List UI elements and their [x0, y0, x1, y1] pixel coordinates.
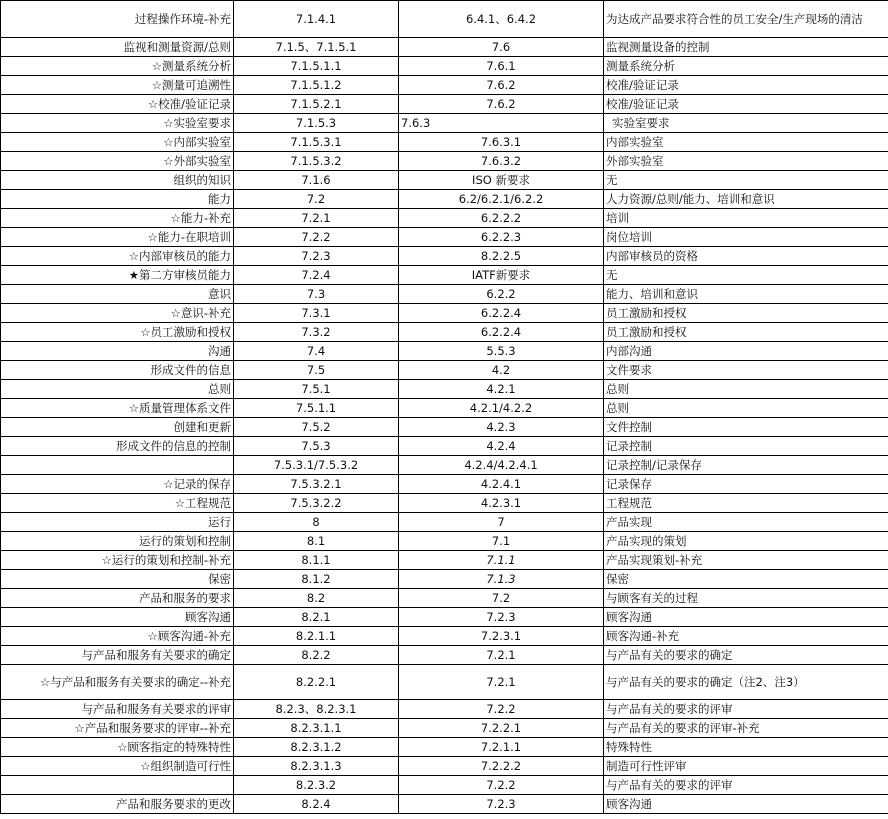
ts-clause-number: 8.2.2.5 [399, 247, 604, 266]
ts-clause-number: 6.2/6.2.1/6.2.2 [399, 190, 604, 209]
table-row [1, 551, 888, 570]
ts-clause-number: 7.2.3 [399, 608, 604, 627]
iatf-clause-name: 组织的知识 [1, 171, 234, 190]
ts-clause-number: 5.5.3 [399, 342, 604, 361]
ts-clause-name: 无 [604, 266, 888, 285]
iatf-clause-number: 8.1.1 [234, 551, 399, 570]
table-row [1, 513, 888, 532]
ts-clause-name: 工程规范 [604, 494, 888, 513]
table-row [1, 323, 888, 342]
iatf-clause-name: ☆运行的策划和控制-补充 [1, 551, 234, 570]
ts-clause-number: 4.2.4 [399, 437, 604, 456]
iatf-clause-number: 8.2.4 [234, 795, 399, 814]
iatf-clause-name: 总则 [1, 380, 234, 399]
ts-clause-number: 7.1.3 [399, 570, 604, 589]
ts-clause-name: 能力、培训和意识 [604, 285, 888, 304]
table-row [1, 399, 888, 418]
ts-clause-name: 与产品有关的要求的确定（注2、注3） [604, 665, 888, 700]
ts-clause-number: 7.6.2 [399, 95, 604, 114]
ts-clause-name: 与顾客有关的过程 [604, 589, 888, 608]
iatf-clause-name: 保密 [1, 570, 234, 589]
iatf-clause-number: 7.3.2 [234, 323, 399, 342]
table-row [1, 152, 888, 171]
ts-clause-name: 内部实验室 [604, 133, 888, 152]
iatf-clause-number: 8.2.3、8.2.3.1 [234, 700, 399, 719]
iatf-clause-number: 7.1.5.1.2 [234, 76, 399, 95]
ts-clause-number: 7 [399, 513, 604, 532]
iatf-clause-name: 顾客沟通 [1, 608, 234, 627]
table-row [1, 700, 888, 719]
ts-clause-number: 7.2.3 [399, 795, 604, 814]
ts-clause-name: 无 [604, 171, 888, 190]
iatf-clause-name: ☆校准/验证记录 [1, 95, 234, 114]
iatf-clause-name: ☆外部实验室 [1, 152, 234, 171]
iatf-clause-name [1, 776, 234, 795]
ts-clause-number: 6.2.2.4 [399, 304, 604, 323]
table-row [1, 494, 888, 513]
iatf-clause-name: ☆与产品和服务有关要求的确定--补充 [1, 665, 234, 700]
ts-clause-name: 实验室要求 [604, 114, 888, 133]
ts-clause-name: 培训 [604, 209, 888, 228]
iatf-clause-number: 7.5 [234, 361, 399, 380]
table-row [1, 589, 888, 608]
ts-clause-name: 人力资源/总则/能力、培训和意识 [604, 190, 888, 209]
iatf-clause-number: 8.2.1.1 [234, 627, 399, 646]
iatf-clause-number: 7.5.3.2.2 [234, 494, 399, 513]
ts-clause-name: 与产品有关的要求的确定 [604, 646, 888, 665]
ts-clause-name: 制造可行性评审 [604, 757, 888, 776]
iatf-clause-number: 7.5.3 [234, 437, 399, 456]
iatf-clause-name: 产品和服务要求的更改 [1, 795, 234, 814]
table-row [1, 418, 888, 437]
ts-clause-number: 4.2.1 [399, 380, 604, 399]
table-row [1, 38, 888, 57]
table-row [1, 190, 888, 209]
iatf-clause-name: ☆能力-补充 [1, 209, 234, 228]
ts-clause-number: 7.6.3.1 [399, 133, 604, 152]
ts-clause-name: 与产品有关的要求的评审 [604, 776, 888, 795]
table-row [1, 361, 888, 380]
iatf-clause-number: 7.3.1 [234, 304, 399, 323]
ts-clause-number: 6.2.2.4 [399, 323, 604, 342]
table-row [1, 475, 888, 494]
iatf-clause-number: 7.1.5.3 [234, 114, 399, 133]
iatf-clause-name: 过程操作环境-补充 [1, 1, 234, 38]
ts-clause-number: 4.2.3 [399, 418, 604, 437]
ts-clause-name: 员工激励和授权 [604, 323, 888, 342]
table-row [1, 608, 888, 627]
iatf-clause-number: 8.2.3.1.1 [234, 719, 399, 738]
iatf-clause-name: ☆实验室要求 [1, 114, 234, 133]
iatf-clause-name: ☆能力-在职培训 [1, 228, 234, 247]
table-row [1, 209, 888, 228]
iatf-clause-number: 8 [234, 513, 399, 532]
ts-clause-name: 内部沟通 [604, 342, 888, 361]
iatf-clause-number: 7.2.2 [234, 228, 399, 247]
ts-clause-name: 保密 [604, 570, 888, 589]
iatf-clause-name: ☆组织制造可行性 [1, 757, 234, 776]
table-row [1, 247, 888, 266]
table-row [1, 1, 888, 38]
iatf-clause-name: ☆工程规范 [1, 494, 234, 513]
iatf-clause-name: 形成文件的信息的控制 [1, 437, 234, 456]
iatf-clause-number: 8.2.3.1.2 [234, 738, 399, 757]
table-row [1, 665, 888, 700]
ts-clause-number: 6.4.1、6.4.2 [399, 1, 604, 38]
ts-clause-name: 内部审核员的资格 [604, 247, 888, 266]
table-row [1, 570, 888, 589]
ts-clause-number: 7.2 [399, 589, 604, 608]
ts-clause-name: 顾客沟通 [604, 795, 888, 814]
iatf-clause-number: 7.5.3.1/7.5.3.2 [234, 456, 399, 475]
table-row [1, 776, 888, 795]
table-row [1, 76, 888, 95]
iatf-clause-number: 8.2.3.2 [234, 776, 399, 795]
iatf-clause-number: 8.2.2 [234, 646, 399, 665]
table-row [1, 627, 888, 646]
iatf-clause-number: 8.2.3.1.3 [234, 757, 399, 776]
table-row [1, 738, 888, 757]
table-row [1, 646, 888, 665]
table-row [1, 95, 888, 114]
table-row [1, 266, 888, 285]
ts-clause-number: 7.1 [399, 532, 604, 551]
ts-clause-name: 员工激励和授权 [604, 304, 888, 323]
ts-clause-number: 7.2.3.1 [399, 627, 604, 646]
iatf-clause-name: 意识 [1, 285, 234, 304]
iatf-clause-number: 7.2 [234, 190, 399, 209]
table-row [1, 437, 888, 456]
ts-clause-name: 与产品有关的要求的评审 [604, 700, 888, 719]
iatf-clause-name: 创建和更新 [1, 418, 234, 437]
ts-clause-number: 7.2.2 [399, 776, 604, 795]
ts-clause-number: 4.2.4/4.2.4.1 [399, 456, 604, 475]
table-row [1, 133, 888, 152]
table-row [1, 57, 888, 76]
ts-clause-name: 岗位培训 [604, 228, 888, 247]
iatf-clause-name: 与产品和服务有关要求的评审 [1, 700, 234, 719]
table-row [1, 757, 888, 776]
ts-clause-name: 特殊特性 [604, 738, 888, 757]
iatf-clause-number: 7.1.5、7.1.5.1 [234, 38, 399, 57]
iatf-clause-number: 7.5.2 [234, 418, 399, 437]
iatf-clause-name: 沟通 [1, 342, 234, 361]
ts-clause-name: 记录控制 [604, 437, 888, 456]
ts-clause-number: 6.2.2.3 [399, 228, 604, 247]
table-row [1, 532, 888, 551]
iatf-clause-name: 运行 [1, 513, 234, 532]
ts-clause-name: 与产品有关的要求的评审-补充 [604, 719, 888, 738]
ts-clause-name: 监视测量设备的控制 [604, 38, 888, 57]
iatf-clause-name: ☆记录的保存 [1, 475, 234, 494]
iatf-clause-number: 7.1.5.1.1 [234, 57, 399, 76]
ts-clause-name: 测量系统分析 [604, 57, 888, 76]
iatf-clause-name: ☆内部审核员的能力 [1, 247, 234, 266]
ts-clause-name: 总则 [604, 399, 888, 418]
ts-clause-number: 6.2.2 [399, 285, 604, 304]
ts-clause-name: 记录控制/记录保存 [604, 456, 888, 475]
iatf-clause-number: 7.1.5.3.2 [234, 152, 399, 171]
ts-clause-number: 4.2.1/4.2.2 [399, 399, 604, 418]
ts-clause-number: 7.2.2.2 [399, 757, 604, 776]
iatf-clause-name: ☆员工激励和授权 [1, 323, 234, 342]
iatf-clause-number: 8.1.2 [234, 570, 399, 589]
table-row [1, 456, 888, 475]
iatf-clause-number: 7.1.6 [234, 171, 399, 190]
ts-clause-name: 产品实现策划-补充 [604, 551, 888, 570]
ts-clause-name: 文件控制 [604, 418, 888, 437]
iatf-clause-name: ☆内部实验室 [1, 133, 234, 152]
ts-clause-number: 7.2.2.1 [399, 719, 604, 738]
table-row [1, 304, 888, 323]
iatf-clause-name [1, 456, 234, 475]
iatf-clause-number: 7.1.5.2.1 [234, 95, 399, 114]
ts-clause-name: 外部实验室 [604, 152, 888, 171]
iatf-clause-number: 7.5.1.1 [234, 399, 399, 418]
iatf-clause-number: 7.4 [234, 342, 399, 361]
ts-clause-name: 总则 [604, 380, 888, 399]
table-row [1, 719, 888, 738]
iatf-clause-name: 与产品和服务有关要求的确定 [1, 646, 234, 665]
iatf-clause-name: 能力 [1, 190, 234, 209]
ts-clause-number: 6.2.2.2 [399, 209, 604, 228]
ts-clause-name: 校准/验证记录 [604, 76, 888, 95]
ts-clause-number: 7.2.1 [399, 646, 604, 665]
ts-clause-number: 7.6.3 [399, 114, 604, 133]
iatf-clause-number: 7.1.5.3.1 [234, 133, 399, 152]
iatf-clause-number: 7.2.1 [234, 209, 399, 228]
iatf-clause-number: 7.5.3.2.1 [234, 475, 399, 494]
iatf-clause-name: 产品和服务的要求 [1, 589, 234, 608]
iatf-clause-name: ☆顾客沟通-补充 [1, 627, 234, 646]
table-row [1, 795, 888, 814]
iatf-clause-number: 7.2.3 [234, 247, 399, 266]
iatf-clause-number: 7.5.1 [234, 380, 399, 399]
ts-clause-number: 7.6.1 [399, 57, 604, 76]
ts-clause-number: 4.2.4.1 [399, 475, 604, 494]
ts-clause-name: 产品实现的策划 [604, 532, 888, 551]
ts-clause-number: 7.2.2 [399, 700, 604, 719]
iatf-clause-name: 运行的策划和控制 [1, 532, 234, 551]
iatf-clause-number: 8.1 [234, 532, 399, 551]
table-row [1, 285, 888, 304]
ts-clause-number: 7.2.1 [399, 665, 604, 700]
table-row [1, 228, 888, 247]
iatf-clause-number: 7.2.4 [234, 266, 399, 285]
table-row [1, 380, 888, 399]
iatf-clause-number: 7.3 [234, 285, 399, 304]
ts-clause-name: 顾客沟通-补充 [604, 627, 888, 646]
iatf-clause-number: 8.2 [234, 589, 399, 608]
ts-clause-number: 7.6.3.2 [399, 152, 604, 171]
ts-clause-number: 4.2 [399, 361, 604, 380]
ts-clause-number: ISO 新要求 [399, 171, 604, 190]
ts-clause-number: 7.6.2 [399, 76, 604, 95]
ts-clause-name: 产品实现 [604, 513, 888, 532]
ts-clause-number: IATF新要求 [399, 266, 604, 285]
ts-clause-number: 7.6 [399, 38, 604, 57]
ts-clause-name: 文件要求 [604, 361, 888, 380]
iatf-clause-name: 监视和测量资源/总则 [1, 38, 234, 57]
iatf-clause-name: 形成文件的信息 [1, 361, 234, 380]
table-row [1, 342, 888, 361]
table-row [1, 114, 888, 133]
iatf-clause-name: ☆产品和服务要求的评审--补充 [1, 719, 234, 738]
iatf-clause-name: ☆测量系统分析 [1, 57, 234, 76]
ts-clause-name: 记录保存 [604, 475, 888, 494]
ts-clause-number: 7.1.1 [399, 551, 604, 570]
iatf-clause-number: 8.2.1 [234, 608, 399, 627]
iatf-clause-name: ☆意识-补充 [1, 304, 234, 323]
iatf-clause-number: 8.2.2.1 [234, 665, 399, 700]
iatf-clause-name: ☆质量管理体系文件 [1, 399, 234, 418]
ts-clause-name: 顾客沟通 [604, 608, 888, 627]
ts-clause-name: 校准/验证记录 [604, 95, 888, 114]
iatf-clause-name: ☆测量可追溯性 [1, 76, 234, 95]
iatf-clause-name: ☆顾客指定的特殊特性 [1, 738, 234, 757]
iatf-clause-number: 7.1.4.1 [234, 1, 399, 38]
iatf-clause-name: ★第二方审核员能力 [1, 266, 234, 285]
ts-clause-number: 4.2.3.1 [399, 494, 604, 513]
table-row [1, 171, 888, 190]
ts-clause-number: 7.2.1.1 [399, 738, 604, 757]
ts-clause-name: 为达成产品要求符合性的员工安全/生产现场的清洁 [604, 1, 888, 38]
